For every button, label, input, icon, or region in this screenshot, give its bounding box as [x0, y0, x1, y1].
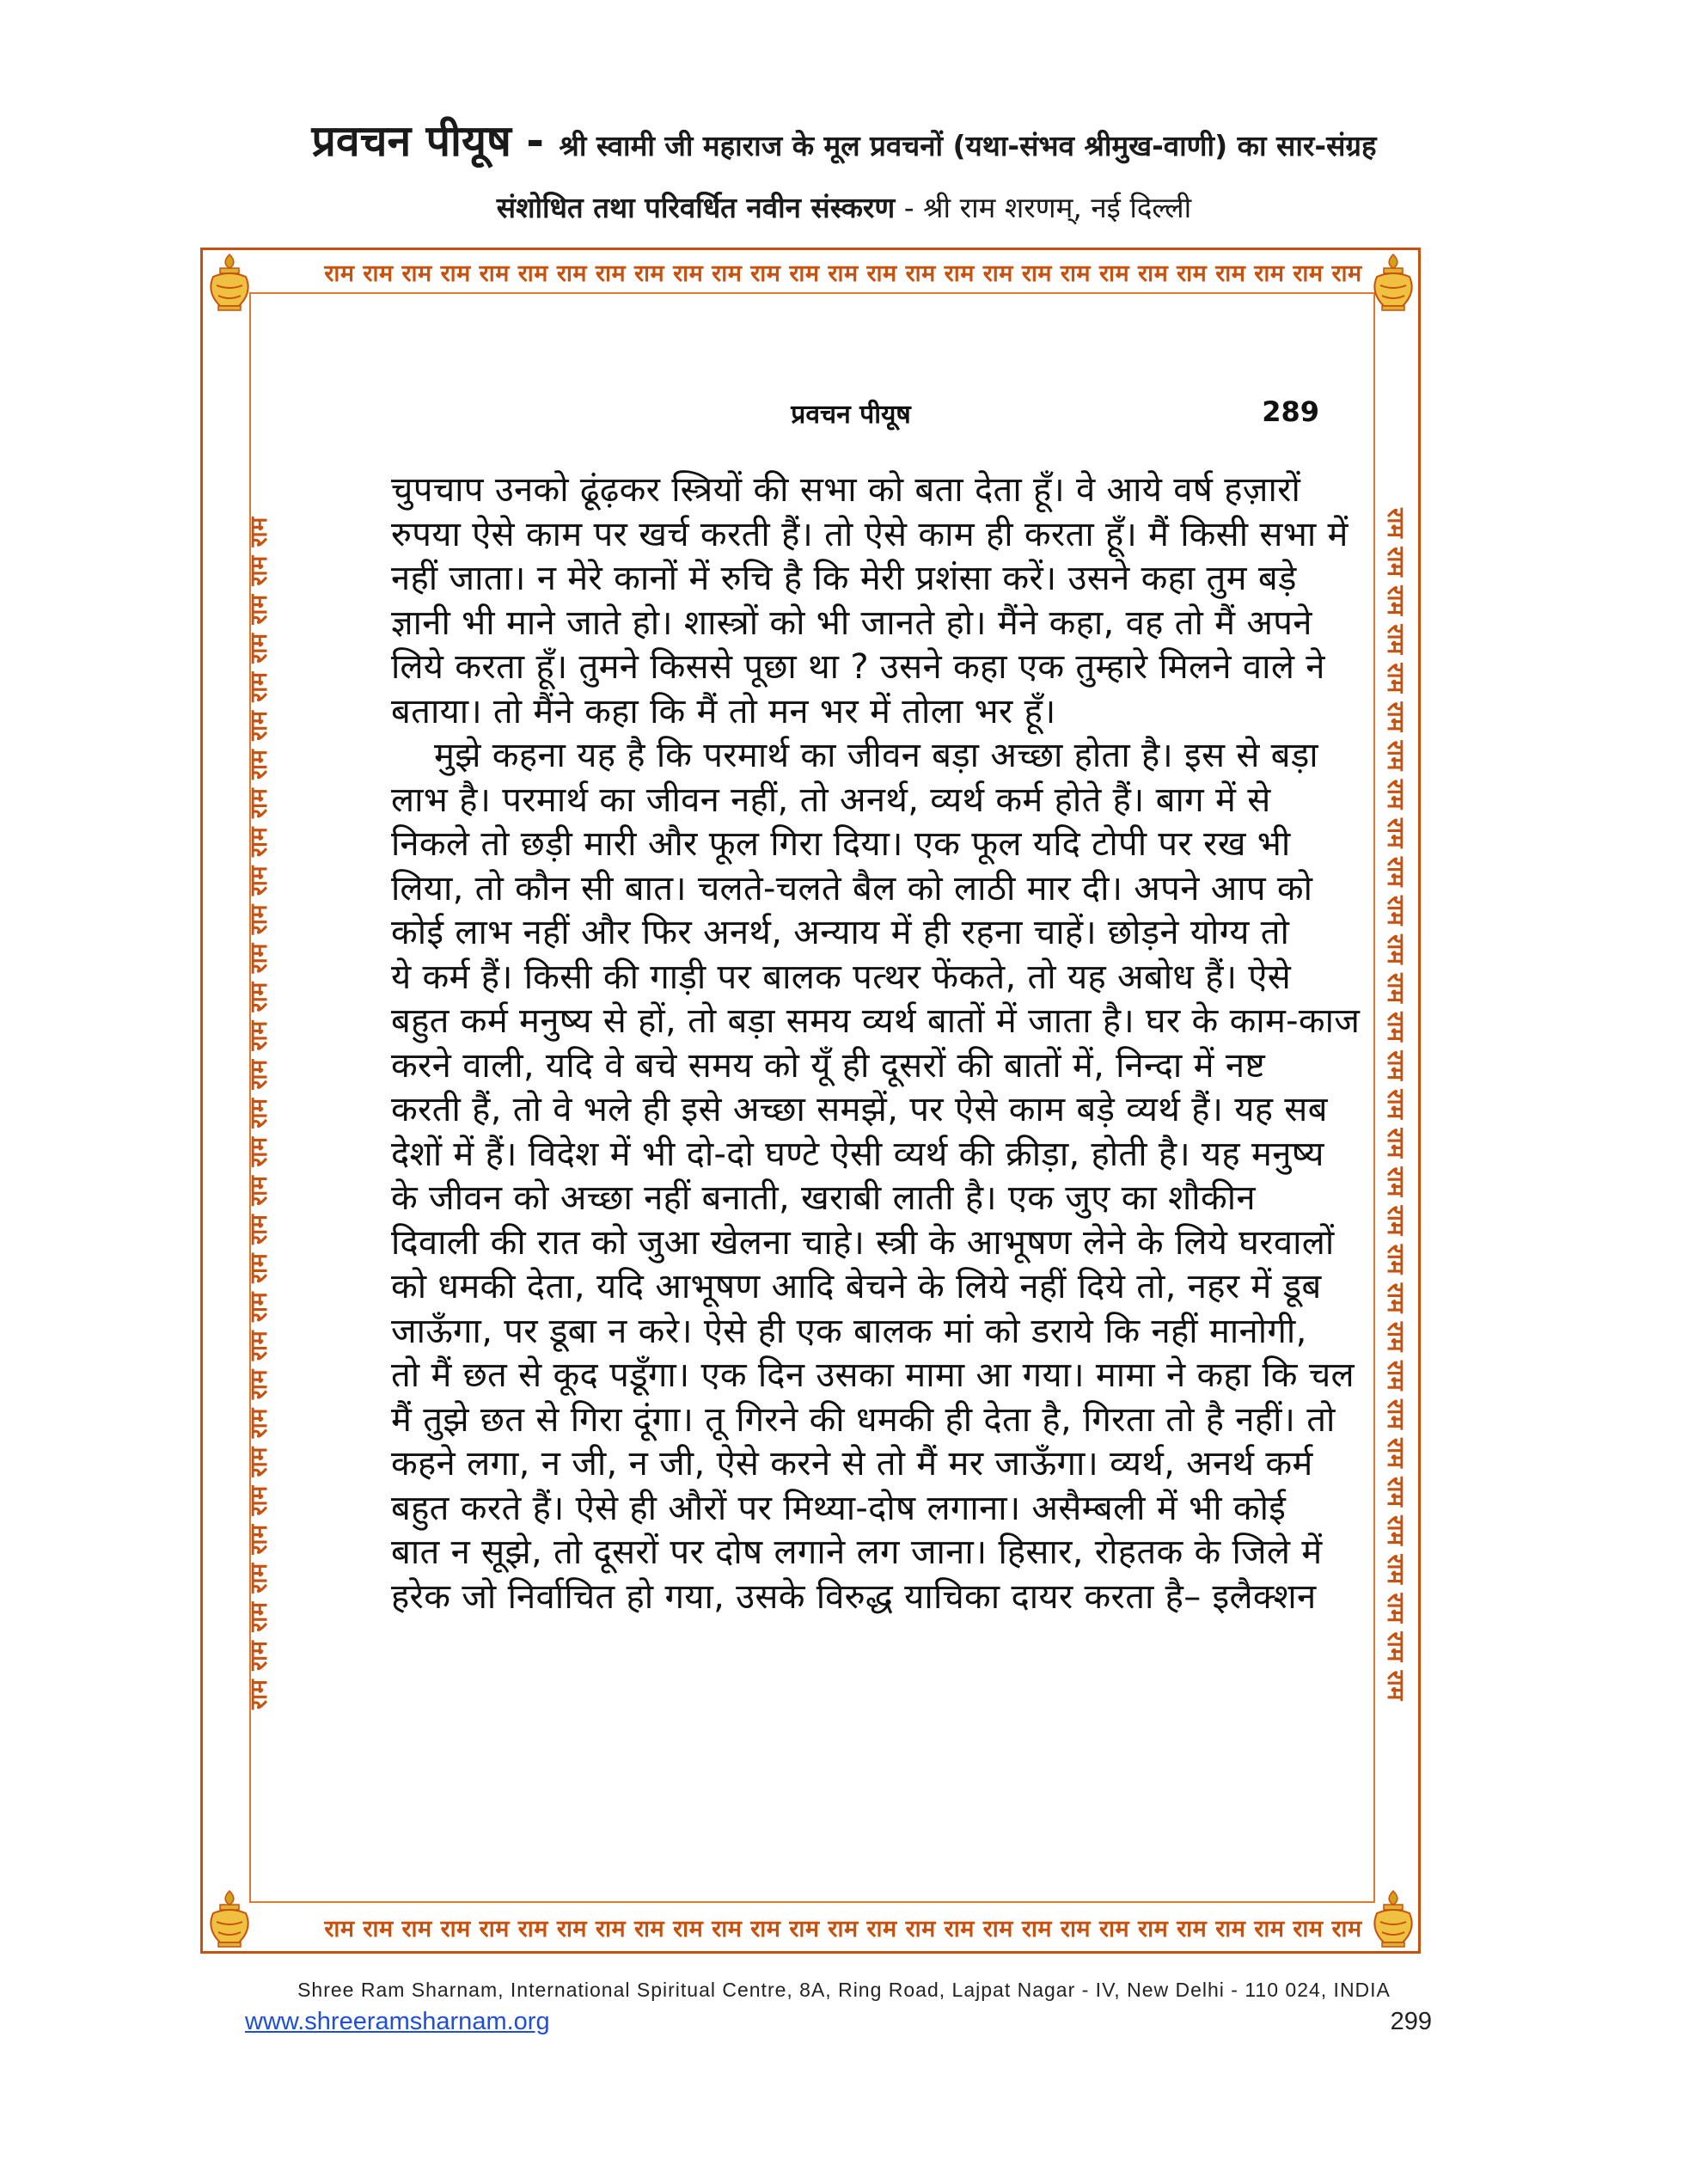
- border-ram-top: राम राम राम राम राम राम राम राम राम राम राम राम राम राम राम राम राम राम राम राम राम राम राम राम राम राम राम: [324, 260, 1362, 287]
- text-line: को धमकी देता, यदि आभूषण आदि बेचने के लिये नहीं दिये तो, नहर में डूब: [391, 1267, 1322, 1306]
- pdf-page-number: 299: [1390, 2008, 1432, 2035]
- text-line: ज्ञानी भी माने जाते हो। शास्त्रों को भी जानते हो। मैंने कहा, वह तो मैं अपने: [391, 603, 1312, 643]
- edition-publisher: - श्री राम शरणम्, नई दिल्ली: [895, 191, 1192, 224]
- border-ram-left: राम राम राम राम राम राम राम राम राम राम राम राम राम राम राम राम राम राम राम राम राम राम राम राम राम राम राम राम राम राम राम: [246, 517, 272, 1710]
- running-title: प्रवचन पीयूष: [791, 400, 911, 430]
- text-line: जाऊँगा, पर डूबा न करे। ऐसे ही एक बालक मां को डराये कि नहीं मानोगी,: [391, 1311, 1307, 1351]
- kalash-ornament-icon: [203, 1887, 256, 1949]
- text-line: दिवाली की रात को जुआ खेलना चाहे। स्त्री के आभूषण लेने के लिये घरवालों: [391, 1222, 1335, 1263]
- footer-address: Shree Ram Sharnam, International Spiritual Centre, 8A, Ring Road, Lajpat Nagar - IV, New Delhi - 110 024, INDIA: [297, 1979, 1391, 2001]
- kalash-ornament-icon: [1367, 1887, 1420, 1949]
- inner-border-line: [249, 1901, 1375, 1903]
- title-main: प्रवचन पीयूष: [311, 116, 511, 166]
- text-line: ये कर्म हैं। किसी की गाड़ी पर बालक पत्थर फेंकते, तो यह अबोध हैं। ऐसे: [391, 957, 1292, 997]
- text-line: मुझे कहना यह है कि परमार्थ का जीवन बड़ा अच्छा होता है। इस से बड़ा: [434, 736, 1318, 775]
- inner-border-line: [249, 292, 1375, 294]
- text-line: निकले तो छड़ी मारी और फूल गिरा दिया। एक फूल यदि टोपी पर रख भी: [391, 824, 1291, 864]
- edition-label: संशोधित तथा परिवर्धित नवीन संस्करण: [496, 191, 896, 224]
- text-line: के जीवन को अच्छा नहीं बनाती, खराबी लाती है। एक जुए का शौकीन: [391, 1178, 1256, 1218]
- text-line: कोई लाभ नहीं और फिर अनर्थ, अन्याय में ही रहना चाहें। छोड़ने योग्य तो: [391, 913, 1290, 952]
- text-line: चुपचाप उनको ढूंढ़कर स्त्रियों की सभा को बता देता हूँ। वे आये वर्ष हज़ारों: [391, 470, 1301, 510]
- website-link[interactable]: www.shreeramsharnam.org: [245, 2008, 550, 2035]
- document-title: [0, 110, 1688, 168]
- book-page: [305, 318, 1397, 1891]
- border-ram-bottom: राम राम राम राम राम राम राम राम राम राम राम राम राम राम राम राम राम राम राम राम राम राम राम राम राम राम राम: [324, 1916, 1362, 1942]
- border-ram-right: राम राम राम राम राम राम राम राम राम राम राम राम राम राम राम राम राम राम राम राम राम राम राम राम राम राम राम राम राम राम राम: [1382, 508, 1409, 1701]
- kalash-ornament-icon: [1367, 251, 1420, 313]
- text-line: तो मैं छत से कूद पडूँगा। एक दिन उसका मामा आ गया। मामा ने कहा कि चल: [391, 1355, 1355, 1395]
- text-line: लिया, तो कौन सी बात। चलते-चलते बैल को लाठी मार दी। अपने आप को: [391, 868, 1313, 908]
- kalash-ornament-icon: [203, 251, 256, 313]
- text-line: हरेक जो निर्वाचित हो गया, उसके विरुद्ध याचिका दायर करता है– इलैक्शन: [391, 1576, 1317, 1617]
- text-line: करती हैं, तो वे भले ही इसे अच्छा समझें, पर ऐसे काम बड़े व्यर्थ हैं। यह सब: [391, 1090, 1328, 1129]
- text-line: नहीं जाता। न मेरे कानों में रुचि है कि मेरी प्रशंसा करें। उसने कहा तुम बड़े: [391, 559, 1297, 598]
- text-line: करने वाली, यदि वे बचे समय को यूँ ही दूसरों की बातों में, निन्दा में नष्ट: [391, 1045, 1265, 1086]
- text-line: लाभ है। परमार्थ का जीवन नहीं, तो अनर्थ, व्यर्थ कर्म होते हैं। बाग में से: [391, 780, 1271, 820]
- text-line: बहुत करते हैं। ऐसे ही औरों पर मिथ्या-दोष लगाना। असैम्बली में भी कोई: [391, 1488, 1287, 1528]
- body-text: [391, 468, 1361, 1619]
- text-line: देशों में हैं। विदेश में भी दो-दो घण्टे ऐसी व्यर्थ की क्रीड़ा, होती है। यह मनुष्य: [391, 1134, 1324, 1174]
- text-line: रुपया ऐसे काम पर खर्च करती हैं। तो ऐसे काम ही करता हूँ। मैं किसी सभा में: [391, 514, 1349, 554]
- text-line: कहने लगा, न जी, न जी, ऐसे करने से तो मैं मर जाऊँगा। व्यर्थ, अनर्थ कर्म: [391, 1444, 1313, 1484]
- text-line: मैं तुझे छत से गिरा दूंगा। तू गिरने की धमकी ही देता है, गिरता तो है नहीं। तो: [391, 1399, 1336, 1440]
- title-subtitle: श्री स्वामी जी महाराज के मूल प्रवचनों (यथा-संभव श्रीमुख-वाणी) का सार-संग्रह: [559, 129, 1377, 162]
- book-page-number: 289: [1262, 395, 1319, 428]
- text-line: बात न सूझे, तो दूसरों पर दोष लगाने लग जाना। हिसार, रोहतक के जिले में: [391, 1532, 1323, 1572]
- title-separator: -: [511, 116, 560, 166]
- text-line: लिये करता हूँ। तुमने किससे पूछा था ? उसने कहा एक तुम्हारे मिलने वाले ने: [391, 647, 1325, 687]
- edition-line: [0, 187, 1688, 226]
- text-line: बताया। तो मैंने कहा कि मैं तो मन भर में तोला भर हूँ।: [391, 691, 1056, 731]
- text-line: बहुत कर्म मनुष्य से हों, तो बड़ा समय व्यर्थ बातों में जाता है। घर के काम-काज: [391, 1001, 1361, 1041]
